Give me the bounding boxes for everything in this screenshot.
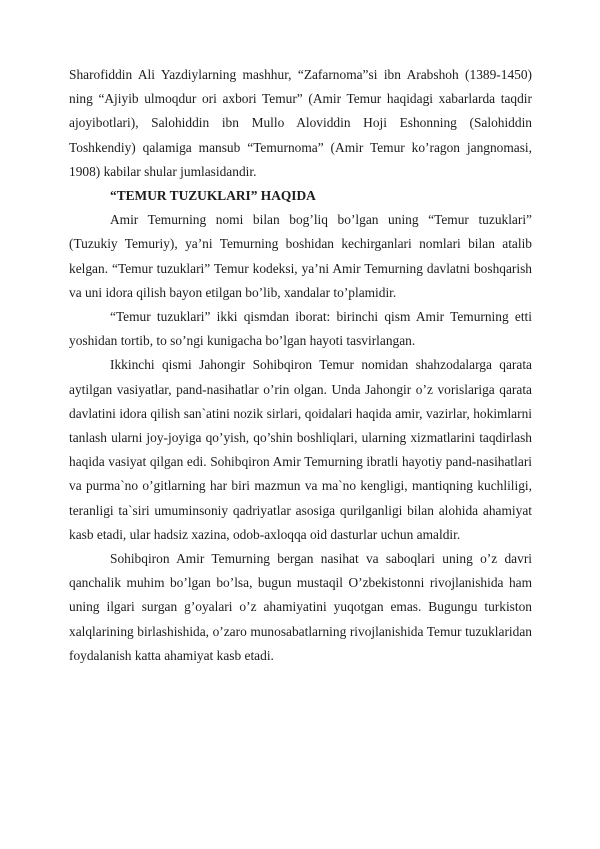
body-paragraph: Ikkinchi qismi Jahongir Sohibqiron Temur nomidan shahzodalarga qarata aytilgan vasiyatlar, pand-nasihatlar o’rin olgan. Unda Jahongir o’z vorislariga qarata davlatini idora qilish san`atini nozik sirlari, qoidalari haqida amir, vazirlar, hokimlarni tanlash ularni joy-joyiga qo’yish, qo’shin boshliqlari, ularning xizmatlarini taqdirlash haqida vasiyat qilgan edi. Sohibqiron Amir Temurning ibratli hayotiy pand-nasihatlari va purma`no o’gitlarning har biri mazmun va ma`no kengligi, mantiqning kuchliligi, teranligi ta`siri umuminsoniy qadriyatlar asosiga qurilganligi bilan alohida ahamiyat kasb etadi, ular hadsiz xazina, odob-axloqqa oid dasturlar uchun amaldir. bbox=[69, 357, 532, 542]
section-heading: “TEMUR TUZUKLARI” HAQIDA bbox=[110, 188, 316, 204]
body-paragraph: Sohibqiron Amir Temurning bergan nasihat va saboqlari uning o’z davri qanchalik muhim bo’lgan bo’lsa, bugun mustaqil O’zbekistonni rivojlanishida ham uning ilgari surgan g’oyalari o’z ahamiyatini yuqotgan emas. Bugungu turkiston xalqlarining birlashishida, o’zaro munosabatlarning rivojlanishida Temur tuzuklaridan foydalanish katta ahamiyat kasb etadi. bbox=[69, 551, 532, 663]
intro-paragraph: Sharofiddin Ali Yazdiylarning mashhur, “Zafarnoma”si ibn Arabshoh (1389-1450) ning “Ajiyib ulmoqdur ori axbori Temur” (Amir Temur haqidagi xabarlarda taqdir ajoyibotlari), Salohiddin ibn Mullo Aloviddin Hoji Eshonning (Salohiddin Toshkendiy) qalamiga mansub “Temurnoma” (Amir Temur ko’ragon jangnomasi, 1908) kabilar shular jumlasidandir. bbox=[69, 67, 532, 179]
body-paragraph: “Temur tuzuklari” ikki qismdan iborat: birinchi qism Amir Temurning etti yoshidan tortib, to so’ngi kunigacha bo’lgan hayoti tasvirlangan. bbox=[69, 309, 532, 349]
body-paragraph: Amir Temurning nomi bilan bog’liq bo’lgan uning “Temur tuzuklari” (Tuzukiy Temuriy), ya’ni Temurning boshidan kechirganlari nomlari bilan atalib kelgan. “Temur tuzuklari” Temur kodeksi, ya’ni Amir Temurning davlatni boshqarish va uni idora qilish bayon etilgan bo’lib, xandalar to’plamidir. bbox=[69, 212, 532, 300]
document-page bbox=[69, 63, 532, 668]
